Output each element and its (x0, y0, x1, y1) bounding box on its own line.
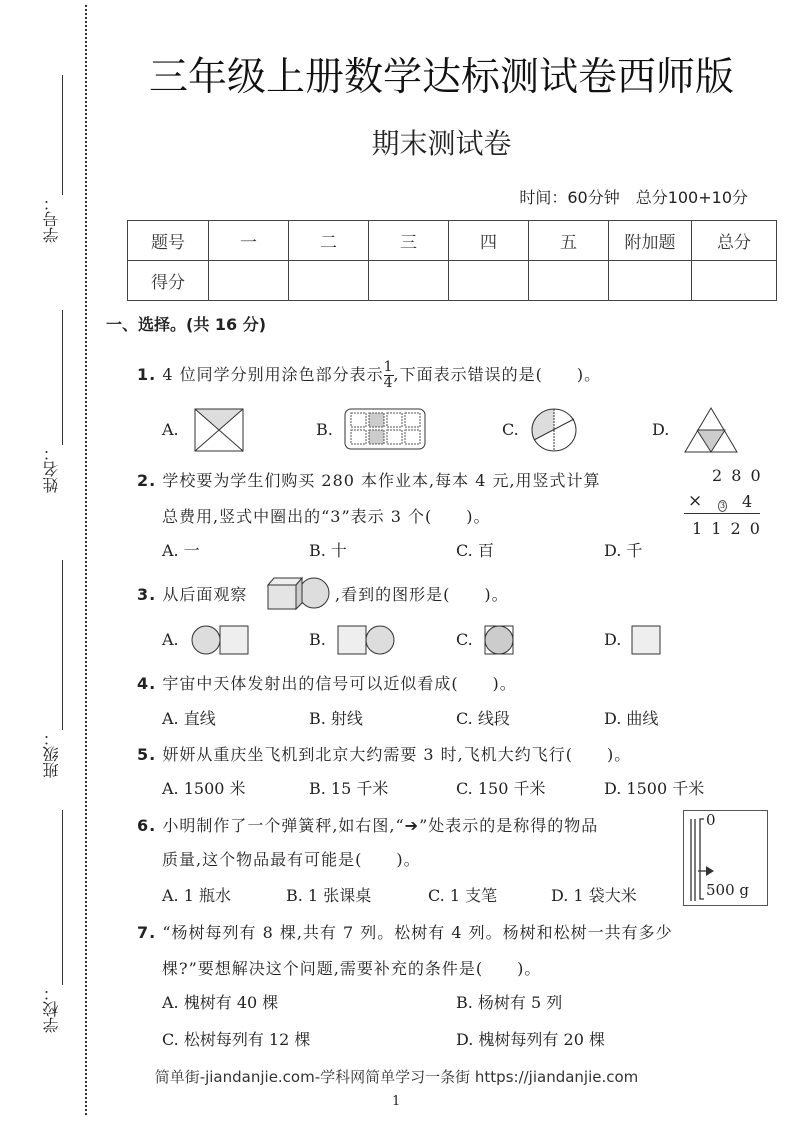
question-text: 总费用,竖式中圈出的“3”表示 3 个( )。 (162, 507, 491, 526)
scale-max-label: 500 g (706, 881, 750, 899)
question-number: 6. (137, 816, 157, 835)
option-c[interactable]: C. (456, 630, 473, 649)
grid-figure (344, 408, 426, 450)
question-number: 7. (137, 923, 157, 942)
blank-line (62, 560, 63, 730)
option-c[interactable]: C. (502, 420, 519, 439)
score-cell[interactable] (692, 261, 777, 301)
side-label-school: 学校： (42, 985, 61, 1033)
option-a[interactable]: A. 槐树有 40 棵 (162, 993, 279, 1012)
square-figure (630, 624, 664, 656)
square-quarter-figure (193, 407, 245, 453)
square-circle-figure (336, 624, 398, 656)
option-a[interactable]: A. (162, 420, 179, 439)
footer-watermark[interactable]: 简单街-jiandanjie.com-学科网简单学习一条街 https://jiandanjie.com (154, 1068, 639, 1086)
header-cell: 附加题 (609, 221, 692, 261)
score-cell[interactable] (529, 261, 609, 301)
header-cell: 五 (529, 221, 609, 261)
option-b[interactable]: B. 15 千米 (309, 779, 389, 798)
question-text: 学校要为学生们购买 280 本作业本,每本 4 元,用竖式计算 (162, 471, 601, 490)
section-heading: 一、选择。(共 16 分) (106, 315, 267, 334)
question-text: 小明制作了一个弹簧秤,如右图,“➔”处表示的是称得的物品 (162, 816, 599, 835)
triangle-figure (683, 406, 739, 454)
multiply-sign: × (688, 491, 703, 511)
blank-line (62, 810, 63, 985)
option-b[interactable]: B. 杨树有 5 列 (456, 993, 563, 1012)
option-d[interactable]: D. 1 袋大米 (551, 886, 637, 905)
option-d[interactable]: D. 千 (604, 541, 643, 560)
calc-rule (684, 513, 760, 514)
header-cell: 一 (209, 221, 289, 261)
option-a[interactable]: A. 一 (162, 541, 200, 560)
question-5 (137, 742, 631, 765)
page-number: 1 (392, 1094, 401, 1109)
option-d[interactable]: D. 槐树每列有 20 棵 (456, 1030, 605, 1049)
option-d[interactable]: D. 曲线 (604, 709, 659, 728)
option-a[interactable]: A. 1500 米 (162, 779, 246, 798)
question-1 (137, 360, 601, 391)
question-number: 3. (137, 585, 157, 604)
question-text: 妍妍从重庆坐飞机到北京大约需要 3 时,飞机大约飞行( )。 (162, 745, 632, 764)
cube-sphere-figure (264, 575, 332, 611)
question-text: 4 位同学分别用涂色部分表示 (162, 365, 384, 384)
option-b[interactable]: B. (316, 420, 333, 439)
option-d[interactable]: D. (604, 630, 622, 649)
score-cell[interactable] (289, 261, 369, 301)
question-text: 棵?”要想解决这个问题,需要补充的条件是( )。 (162, 959, 542, 978)
score-cell[interactable] (209, 261, 289, 301)
fraction (384, 360, 394, 391)
circled-carry: 3 (720, 501, 726, 510)
question-text: 从后面观察 (162, 585, 248, 604)
calc-multiplicand: 2 8 0 (712, 466, 763, 485)
side-label-name: 姓名： (42, 445, 61, 493)
calc-product: 1 1 2 0 (692, 519, 762, 538)
option-b[interactable]: B. 1 张课桌 (286, 886, 372, 905)
score-table (127, 220, 777, 301)
blank-line (62, 310, 63, 445)
option-b[interactable]: B. 射线 (309, 709, 363, 728)
question-number: 1. (137, 365, 157, 384)
question-4 (137, 671, 517, 694)
question-text: 质量,这个物品最有可能是( )。 (162, 850, 421, 869)
page-title: 三年级上册数学达标测试卷西师版 (148, 55, 734, 100)
question-7 (137, 920, 673, 943)
header-cell: 题号 (128, 221, 209, 261)
calc-multiplier: 4 (742, 492, 753, 511)
time-info: 时间：60分钟 总分100+10分 (519, 188, 748, 207)
question-text: “杨树每列有 8 棵,共有 7 列。松树有 4 列。杨树和松树一共有多少 (162, 923, 673, 942)
scale-zero-label: 0 (706, 811, 716, 829)
question-number: 2. (137, 471, 157, 490)
binding-dotted-line (85, 5, 87, 1115)
score-cell[interactable] (369, 261, 449, 301)
option-c[interactable]: C. 1 支笔 (428, 886, 498, 905)
side-label-class: 班级： (42, 730, 61, 778)
header-cell: 总分 (692, 221, 777, 261)
option-a[interactable]: A. 直线 (162, 709, 216, 728)
option-a[interactable]: A. 1 瓶水 (162, 886, 231, 905)
question-text: ,下面表示错误的是( )。 (393, 365, 602, 384)
question-2 (137, 468, 601, 491)
header-cell: 二 (289, 221, 369, 261)
row-label: 得分 (128, 261, 209, 301)
question-text: 宇宙中天体发射出的信号可以近似看成( )。 (162, 674, 517, 693)
circle-square-figure (190, 624, 252, 656)
square-over-circle-figure (482, 624, 516, 656)
question-number: 4. (137, 674, 157, 693)
option-d[interactable]: D. 1500 千米 (604, 779, 705, 798)
numerator: 1 (383, 359, 394, 375)
question-6 (137, 813, 598, 836)
option-c[interactable]: C. 150 千米 (456, 779, 546, 798)
option-b[interactable]: B. (309, 630, 326, 649)
spring-scale-figure (683, 810, 768, 906)
question-3 (137, 582, 247, 605)
option-c[interactable]: C. 百 (456, 541, 494, 560)
side-label-student-id: 学号： (42, 195, 61, 243)
denominator: 4 (383, 375, 394, 391)
question-number: 5. (137, 745, 157, 764)
header-cell: 四 (449, 221, 529, 261)
score-cell[interactable] (449, 261, 529, 301)
option-c[interactable]: C. 线段 (456, 709, 510, 728)
option-c[interactable]: C. 松树每列有 12 棵 (162, 1030, 311, 1049)
option-a[interactable]: A. (162, 630, 179, 649)
question-text: ,看到的图形是( )。 (335, 585, 509, 604)
option-d[interactable]: D. (652, 420, 670, 439)
option-b[interactable]: B. 十 (309, 541, 347, 560)
score-cell[interactable] (609, 261, 692, 301)
circle-figure (530, 407, 578, 453)
header-cell: 三 (369, 221, 449, 261)
page-subtitle: 期末测试卷 (371, 127, 512, 160)
